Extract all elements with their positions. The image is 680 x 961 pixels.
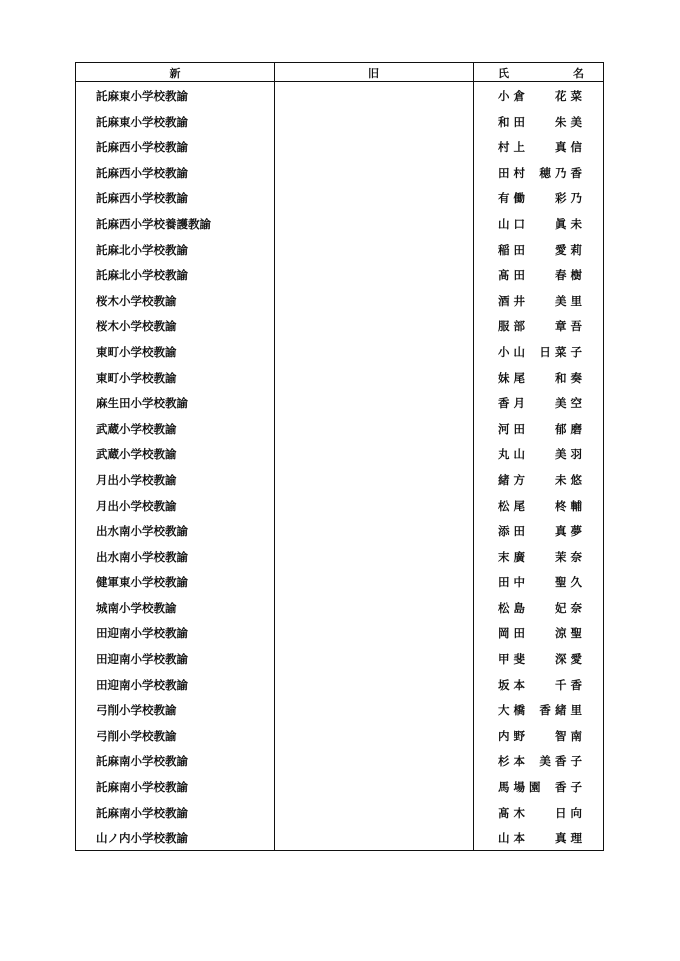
table-row [76,159,603,185]
family-name: 岡田 [498,626,530,641]
family-name: 馬場園 [498,780,545,795]
table-row [76,440,603,466]
person-name [498,421,586,437]
table-row [76,466,603,492]
new-position: 山ノ内小学校教諭 [96,831,188,846]
new-position: 託麻北小学校教諭 [96,242,188,257]
given-name: 深愛 [554,652,586,667]
table-row [76,722,603,748]
person-name [498,779,586,795]
person-name [498,293,586,309]
family-name: 村上 [498,140,530,155]
table-row [76,594,603,620]
person-name [498,446,586,462]
new-position: 託麻西小学校教諭 [96,140,188,155]
table-row [76,338,603,364]
header-new: 新 [169,67,181,80]
given-name: 日菜子 [539,344,586,359]
new-position: 武蔵小学校教諭 [96,421,177,436]
new-position: 城南小学校教諭 [96,600,177,615]
family-name: 添田 [498,524,530,539]
given-name: 香子 [554,780,586,795]
given-name: 美里 [554,293,586,308]
new-position: 田迎南小学校教諭 [96,626,188,641]
family-name: 松尾 [498,498,530,513]
family-name: 香月 [498,396,530,411]
given-name: 美香子 [539,754,586,769]
family-name: 内野 [498,728,530,743]
person-name [498,651,586,667]
table-row [76,799,603,825]
given-name: 柊輔 [554,498,586,513]
new-position: 弓削小学校教諭 [96,728,177,743]
given-name: 聖久 [554,575,586,590]
person-name [498,549,586,565]
family-name: 田中 [498,575,530,590]
new-position: 託麻南小学校教諭 [96,780,188,795]
given-name: 美羽 [554,447,586,462]
given-name: 香緒里 [539,703,586,718]
table-row [76,261,603,287]
family-name: 末廣 [498,549,530,564]
family-name: 服部 [498,319,530,334]
table-row [76,389,603,415]
table-row [76,747,603,773]
person-name [498,702,586,718]
new-position: 託麻西小学校教諭 [96,191,188,206]
person-name [498,574,586,590]
family-name: 緒方 [498,472,530,487]
given-name: 春樹 [554,268,586,283]
table-row [76,287,603,313]
family-name: 稲田 [498,242,530,257]
given-name: 日向 [554,805,586,820]
new-position: 麻生田小学校教諭 [96,396,188,411]
table-row [76,543,603,569]
table-body [76,82,603,850]
family-name: 山本 [498,831,530,846]
family-name: 甲斐 [498,652,530,667]
given-name: 茉奈 [554,549,586,564]
given-name: 和奏 [554,370,586,385]
new-position: 桜木小学校教諭 [96,319,177,334]
person-name [498,395,586,411]
new-position: 月出小学校教諭 [96,472,177,487]
person-name [498,805,586,821]
person-name [498,677,586,693]
new-position: 東町小学校教諭 [96,344,177,359]
given-name: 章吾 [554,319,586,334]
table-row [76,82,603,108]
family-name: 髙田 [498,268,530,283]
table-row [76,210,603,236]
given-name: 未悠 [554,472,586,487]
family-name: 松島 [498,600,530,615]
given-name: 眞未 [554,216,586,231]
given-name: 彩乃 [554,191,586,206]
person-name [498,318,586,334]
new-position: 武蔵小学校教諭 [96,447,177,462]
given-name: 愛莉 [554,242,586,257]
person-name [498,190,586,206]
table-header [76,63,603,82]
person-name [498,344,586,360]
table-row [76,312,603,338]
family-name: 和田 [498,114,530,129]
header-name-family: 氏 [498,67,509,80]
person-name [498,370,586,386]
table-row [76,696,603,722]
new-position: 託麻東小学校教諭 [96,114,188,129]
person-name [498,600,586,616]
table-row [76,236,603,262]
family-name: 大橋 [498,703,530,718]
table-row [76,517,603,543]
person-name [498,472,586,488]
table-row [76,824,603,850]
new-position: 託麻西小学校養護教諭 [96,216,211,231]
family-name: 酒井 [498,293,530,308]
new-position: 月出小学校教諭 [96,498,177,513]
person-name [498,753,586,769]
person-name [498,165,586,181]
table-row [76,671,603,697]
given-name: 千香 [554,677,586,692]
family-name: 小倉 [498,89,530,103]
new-position: 健軍東小学校教諭 [96,575,188,590]
family-name: 小山 [498,344,530,359]
given-name: 穂乃香 [539,165,586,180]
person-name [498,114,586,130]
new-position: 出水南小学校教諭 [96,524,188,539]
person-name [498,498,586,514]
new-position: 託麻西小学校教諭 [96,165,188,180]
table-row [76,184,603,210]
given-name: 妃奈 [554,600,586,615]
personnel-table [75,62,604,851]
table-row [76,619,603,645]
table-row [76,415,603,441]
person-name [498,523,586,539]
new-position: 託麻東小学校教諭 [96,89,188,103]
family-name: 丸山 [498,447,530,462]
table-row [76,133,603,159]
family-name: 田村 [498,165,530,180]
family-name: 山口 [498,216,530,231]
given-name: 真理 [554,831,586,846]
given-name: 真夢 [554,524,586,539]
family-name: 杉本 [498,754,530,769]
person-name [498,88,586,104]
family-name: 有働 [498,191,530,206]
given-name: 朱美 [554,114,586,129]
new-position: 田迎南小学校教諭 [96,677,188,692]
table-row [76,568,603,594]
person-name [498,830,586,846]
new-position: 託麻南小学校教諭 [96,805,188,820]
given-name: 智南 [554,728,586,743]
new-position: 東町小学校教諭 [96,370,177,385]
person-name [498,242,586,258]
new-position: 弓削小学校教諭 [96,703,177,718]
new-position: 田迎南小学校教諭 [96,652,188,667]
person-name [498,625,586,641]
table-row [76,492,603,518]
header-old: 旧 [368,67,379,80]
table-row [76,364,603,390]
new-position: 託麻北小学校教諭 [96,268,188,283]
given-name: 花菜 [554,89,586,103]
table-row [76,645,603,671]
person-name [498,728,586,744]
family-name: 坂本 [498,677,530,692]
new-position: 託麻南小学校教諭 [96,754,188,769]
given-name: 美空 [554,396,586,411]
person-name [498,139,586,155]
given-name: 真信 [554,140,586,155]
table-row [76,108,603,134]
new-position: 桜木小学校教諭 [96,293,177,308]
header-name-given: 名 [573,67,584,80]
new-position: 出水南小学校教諭 [96,549,188,564]
table-row [76,773,603,799]
person-name [498,216,586,232]
given-name: 郁磨 [554,421,586,436]
given-name: 涼聖 [554,626,586,641]
family-name: 河田 [498,421,530,436]
family-name: 妹尾 [498,370,530,385]
person-name [498,267,586,283]
family-name: 髙木 [498,805,530,820]
